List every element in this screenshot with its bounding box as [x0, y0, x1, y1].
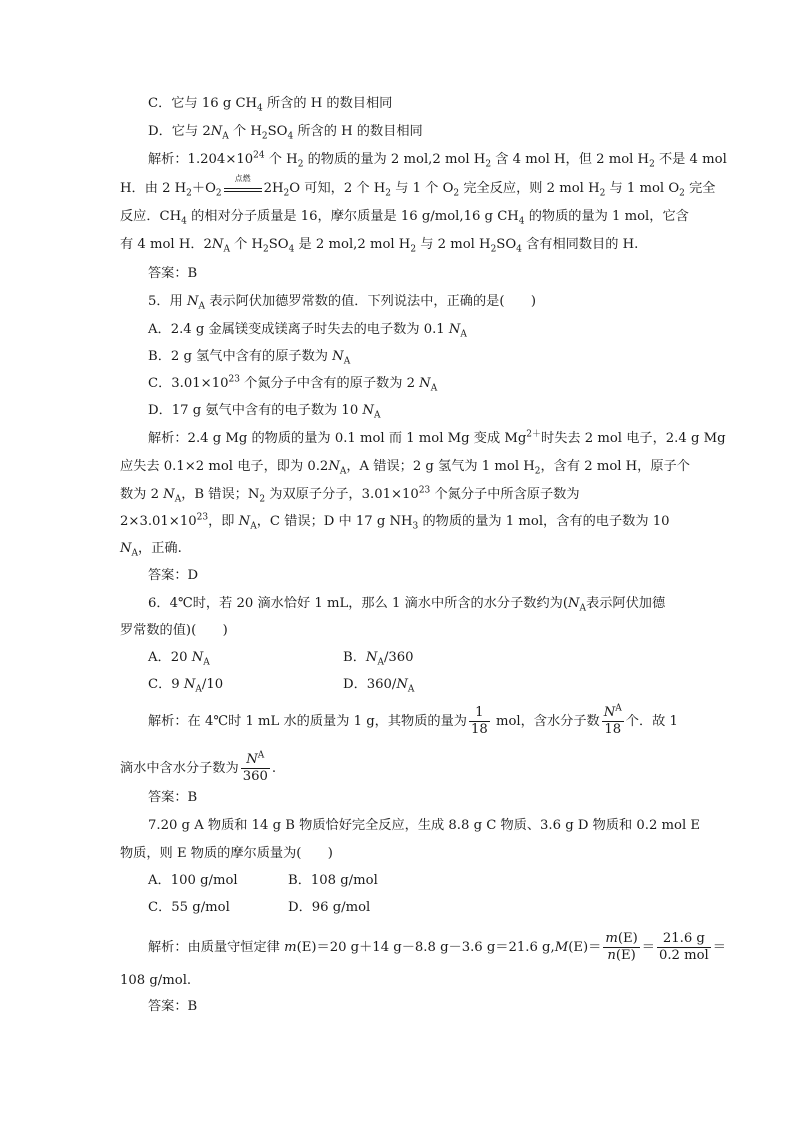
q6-stem-line1: 6．4℃时，若 20 滴水恰好 1 mL，那么 1 滴水中所含的水分子数约为($N_A$表示阿伏加德 — [148, 596, 666, 614]
fraction-m-over-n: $\frac{m(E)}{n(E)}$ — [605, 931, 638, 963]
q7-stem-line1: 7.20 g A 物质和 14 g B 物质恰好完全反应，生成 8.8 g C 物质、3.6 g D 物质和 0.2 mol E — [148, 818, 701, 833]
q6-options-row1 — [148, 649, 414, 667]
q6-option-d: D．$360/N_A$ — [343, 677, 415, 695]
q4-explanation-line3: 反应．$CH_4$ 的相对分子质量是 16，摩尔质量是 16 g/mol,16 g $CH_4$ 的物质的量为 1 mol，它含 — [120, 209, 689, 227]
q6-explanation-line1: 解析：在 4℃时 1 mL 水的质量为 1 g，其物质的量为 $\frac{1}{18}$ mol，含水分子数 $\frac{N^A}{18}$ 个．故 1 — [148, 703, 678, 737]
q7-option-a: A．100 g/mol — [148, 873, 238, 888]
q5-option-c: C．$3.01\times 10^{23}$ 个氮分子中含有的原子数为 2 $N_A$ — [148, 374, 438, 394]
q7-stem-line2: 物质，则 E 物质的摩尔质量为( ) — [120, 846, 333, 861]
q4-explanation-line1: 解析：$1.204\times 10^{24}$ 个 $H_2$ 的物质的量为 2 mol,2 mol $H_2$ 含 4 mol H，但 2 mol $H_2$ 不是 4 mol — [148, 150, 727, 170]
reaction-condition-arrow: 点燃 — [224, 182, 262, 196]
q6-explanation-line2: 滴水中含水分子数为 $\frac{N^A}{360}$ . — [120, 750, 277, 784]
q6-option-b: B．$N_A/360$ — [343, 650, 414, 668]
q6-stem-line2: 罗常数的值)( ) — [120, 623, 228, 638]
fraction-na-18: $\frac{N^A}{18}$ — [603, 703, 622, 737]
q5-explanation-line2: 应失去 0.1×2 mol 电子，即为 $0.2N_A$，A 错误；2 g 氢气为 1 mol $H_2$，含有 2 mol H，原子个 — [120, 459, 690, 477]
q7-explanation-line1: 解析：由质量守恒定律 m(E)＝20 g＋14 g－8.8 g－3.6 g＝21.6 g,M(E)＝ $\frac{m(E)}{n(E)}$ ＝ $\frac{21.6 g}{\text{0.2 mol}}$ ＝ — [148, 931, 726, 963]
q6-options-row2 — [148, 676, 414, 694]
q4-explanation-line2: H．由 2 $H_2+O_2$ 点燃 $2H_2O$ 可知，2 个 $H_2$ 与 1 个 $O_2$ 完全反应，则 2 mol $H_2$ 与 1 mol $O_2$ 完全 — [120, 173, 716, 199]
q5-option-a: A．2.4 g 金属镁变成镁离子时失去的电子数为 0.1 $N_A$ — [148, 322, 467, 340]
q7-option-c: C．55 g/mol — [148, 900, 230, 915]
q5-explanation-line4: $2\times 3.01\times 10^{23}$，即 $N_A$，C 错误；D 中 17 g $NH_3$ 的物质的量为 1 mol，含有的电子数为 10 — [120, 512, 670, 532]
q7-option-b: B．108 g/mol — [288, 873, 378, 888]
q7-options-row1 — [148, 872, 378, 890]
q4-answer: 答案：B — [148, 266, 198, 281]
q4-option-d: D．它与 $2N_A$ 个 $H_2SO_4$ 所含的 H 的数目相同 — [148, 124, 423, 142]
q5-stem: 5．用 $N_A$ 表示阿伏加德罗常数的值．下列说法中，正确的是( ) — [148, 294, 536, 312]
q5-option-d: D．17 g 氨气中含有的电子数为 10 $N_A$ — [148, 403, 381, 421]
q7-answer: 答案：B — [148, 999, 198, 1014]
q5-answer: 答案：D — [148, 568, 199, 583]
q4-option-c: C．它与 16 g $CH_4$ 所含的 H 的数目相同 — [148, 96, 393, 114]
q7-options-row2 — [148, 899, 370, 917]
q6-option-c: C．9 $N_A/10$ — [148, 677, 224, 695]
q5-explanation-line1: 解析：2.4 g Mg 的物质的量为 0.1 mol 而 1 mol Mg 变成 $Mg^{2+}$时失去 2 mol 电子，2.4 g Mg — [148, 429, 726, 446]
q5-explanation-line5: $N_A$，正确. — [120, 541, 182, 559]
fraction-na-360: $\frac{N^A}{360}$ — [242, 750, 268, 784]
q4-explanation-line4: 有 4 mol H．$2N_A$ 个 $H_2SO_4$ 是 2 mol,2 mol $H_2$ 与 2 mol $H_2SO_4$ 含有相同数目的 H. — [120, 237, 639, 255]
q5-explanation-line3: 数为 2 $N_A$，B 错误；$N_2$ 为双原子分子，$3.01\times 10^{23}$ 个氮分子中所含原子数为 — [120, 485, 580, 505]
fraction-1-18: $\frac{1}{18}$ — [470, 705, 488, 737]
q6-answer: 答案：B — [148, 790, 198, 805]
q7-option-d: D．96 g/mol — [288, 900, 371, 915]
q5-option-b: B．2 g 氢气中含有的原子数为 $N_A$ — [148, 349, 351, 367]
q6-option-a: A．20 $N_A$ — [148, 650, 210, 668]
q7-explanation-line2: 108 g/mol. — [120, 973, 192, 988]
fraction-21.6-over-0.2: $\frac{21.6 g}{\text{0.2 mol}}$ — [658, 931, 709, 963]
